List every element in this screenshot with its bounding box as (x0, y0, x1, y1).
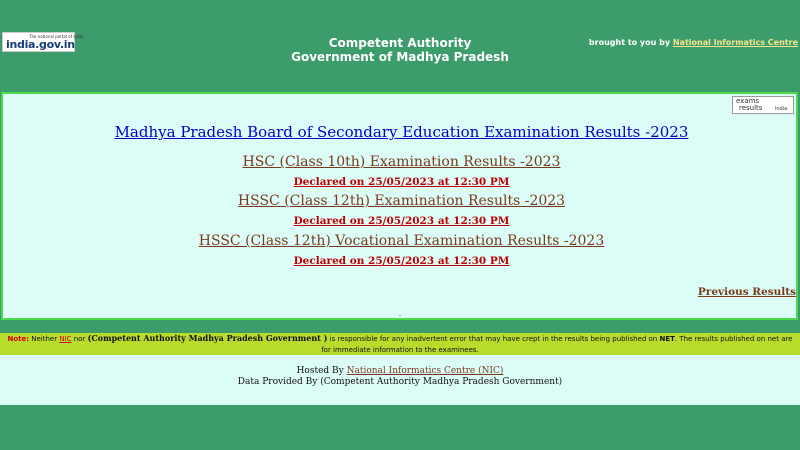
header-line1: Competent Authority (328, 36, 472, 50)
vocational-declared: Declared on 25/05/2023 at 12:30 PM (293, 255, 510, 267)
note-net: NET (659, 335, 675, 343)
note-nic-link[interactable]: NIC (59, 335, 72, 343)
note-text2: nor (71, 335, 88, 343)
hosted-nic-link[interactable]: National Informatics Centre (NIC) (346, 366, 504, 376)
note-authority: (Competent Authority Madhya Pradesh Government ) (87, 333, 328, 343)
logo-text: india.gov.in (6, 38, 75, 51)
hsc-declared: Declared on 25/05/2023 at 12:30 PM (293, 176, 510, 188)
results-panel (1, 92, 798, 320)
result-block-hsc (3, 151, 800, 189)
disclaimer-note (0, 333, 800, 355)
vocational-results-link[interactable]: HSSC (Class 12th) Vocational Examination Results -2023 (198, 233, 605, 249)
brought-by (589, 38, 798, 47)
data-provided-by: Data Provided By (Competent Authority Madhya Pradesh Government) (237, 377, 563, 387)
exams-logo-word1: exams (736, 97, 760, 105)
hosted-by (0, 366, 800, 376)
hssc-declared: Declared on 25/05/2023 at 12:30 PM (293, 215, 510, 227)
result-block-vocational (3, 230, 800, 268)
hosted-prefix: Hosted By (296, 366, 347, 376)
previous-results-link[interactable]: Previous Results (697, 286, 796, 298)
board-title-link[interactable]: Madhya Pradesh Board of Secondary Education Examination Results -2023 (114, 123, 689, 141)
brought-prefix: brought to you by (588, 38, 673, 47)
note-label: Note: (7, 335, 30, 343)
separator-dot: - (399, 312, 402, 319)
india-gov-logo[interactable] (2, 32, 84, 52)
note-text1: Neither (29, 335, 60, 343)
note-text4: . The results published on net are (674, 335, 793, 343)
hssc-results-link[interactable]: HSSC (Class 12th) Examination Results -2023 (237, 193, 566, 209)
exams-results-logo[interactable] (732, 96, 794, 114)
footer (0, 355, 800, 405)
exams-logo-word2: results (739, 104, 763, 112)
nic-link[interactable]: National Informatics Centre (672, 38, 798, 47)
note-text3: is responsible for any inadvertent error that may have crept in the results being published on (327, 335, 660, 343)
logo-tagline: The national portal of India (29, 34, 84, 39)
header-line2: Government of Madhya Pradesh (291, 50, 509, 64)
hsc-results-link[interactable]: HSC (Class 10th) Examination Results -2023 (242, 154, 561, 170)
note-line2: for immediate information to the examinees. (321, 346, 479, 354)
result-block-hssc (3, 190, 800, 228)
exams-logo-word3: india (775, 106, 788, 112)
